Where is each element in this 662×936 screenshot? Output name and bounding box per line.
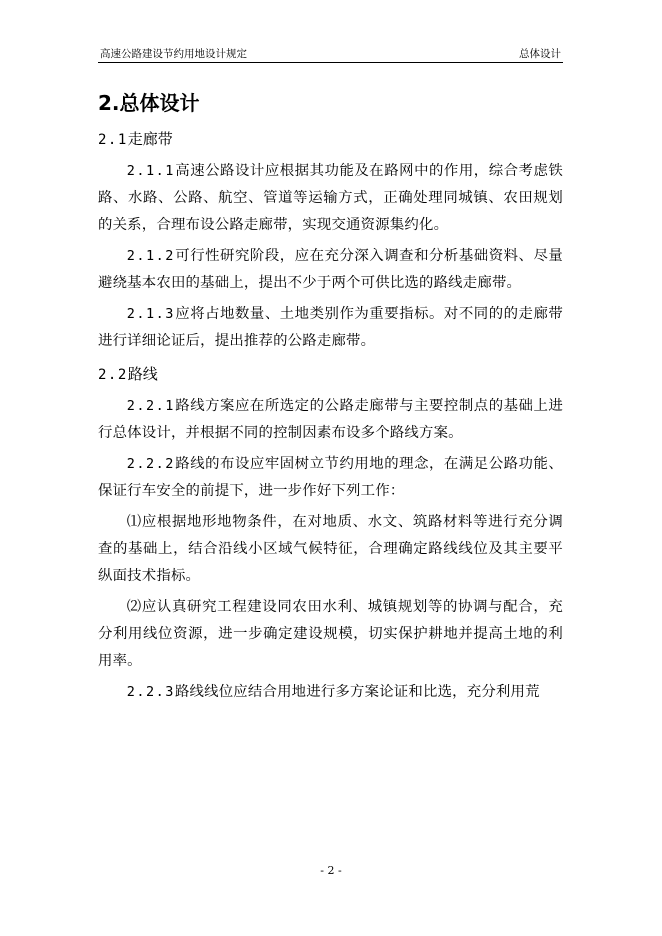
page-number: - 2 - [320,864,342,877]
header-chapter-title: 总体设计 [519,48,561,60]
clause-text: 可行性研究阶段，应在充分深入调查和分析基础资料、尽量避绕基本农田的基础上，提出不少于两个可供比选的路线走廊带。 [98,248,563,291]
paragraph-2-1-3 [98,301,563,355]
section-title: 路线 [127,365,158,383]
paragraph-2-1-2 [98,243,563,297]
page-body [98,86,563,706]
clause-text: 路线线位应结合用地进行多方案论证和比选，充分利用荒 [174,684,540,700]
section-number: 2.2 [98,367,128,383]
clause-text: 路线的布设应牢固树立节约用地的理念，在满足公路功能、保证行车安全的前提下，进一步作好下列工作： [98,456,563,499]
list-item-2: ⑵应认真研究工程建设同农田水利、城镇规划等的协调与配合，充分利用线位资源，进一步确定建设规模，切实保护耕地并提高土地的利用率。 [98,599,563,669]
clause-number: 2.2.1 [126,398,175,414]
paragraph-2-2-2 [98,451,563,505]
section-heading-2-2 [98,359,563,389]
clause-number: 2.1.3 [126,306,175,322]
clause-number: 2.1.1 [126,163,175,179]
clause-text: 应将占地数量、土地类别作为重要指标。对不同的的走廊带进行详细论证后，提出推荐的公路走廊带。 [98,306,563,349]
paragraph-2-2-1 [98,393,563,447]
section-heading-2-1 [98,124,563,154]
clause-number: 2.1.2 [126,248,175,264]
chapter-title: 2.总体设计 [98,91,200,115]
clause-number: 2.2.3 [126,684,175,700]
section-number: 2.1 [98,132,128,148]
clause-text: 路线方案应在所选定的公路走廊带与主要控制点的基础上进行总体设计，并根据不同的控制因素布设多个路线方案。 [98,398,563,441]
page-header [98,44,563,63]
paragraph-2-1-1 [98,158,563,239]
header-document-title: 高速公路建设节约用地设计规定 [100,48,247,60]
clause-text: 高速公路设计应根据其功能及在路网中的作用，综合考虑铁路、水路、公路、航空、管道等运输方式，正确处理同城镇、农田规划的关系，合理布设公路走廊带，实现交通资源集约化。 [98,163,563,233]
paragraph-2-2-3 [98,679,563,706]
list-item-1: ⑴应根据地形地物条件，在对地质、水文、筑路材料等进行充分调查的基础上，结合沿线小区域气候特征，合理确定路线线位及其主要平纵面技术指标。 [98,514,563,584]
section-title: 走廊带 [127,130,173,148]
clause-number: 2.2.2 [126,456,175,472]
